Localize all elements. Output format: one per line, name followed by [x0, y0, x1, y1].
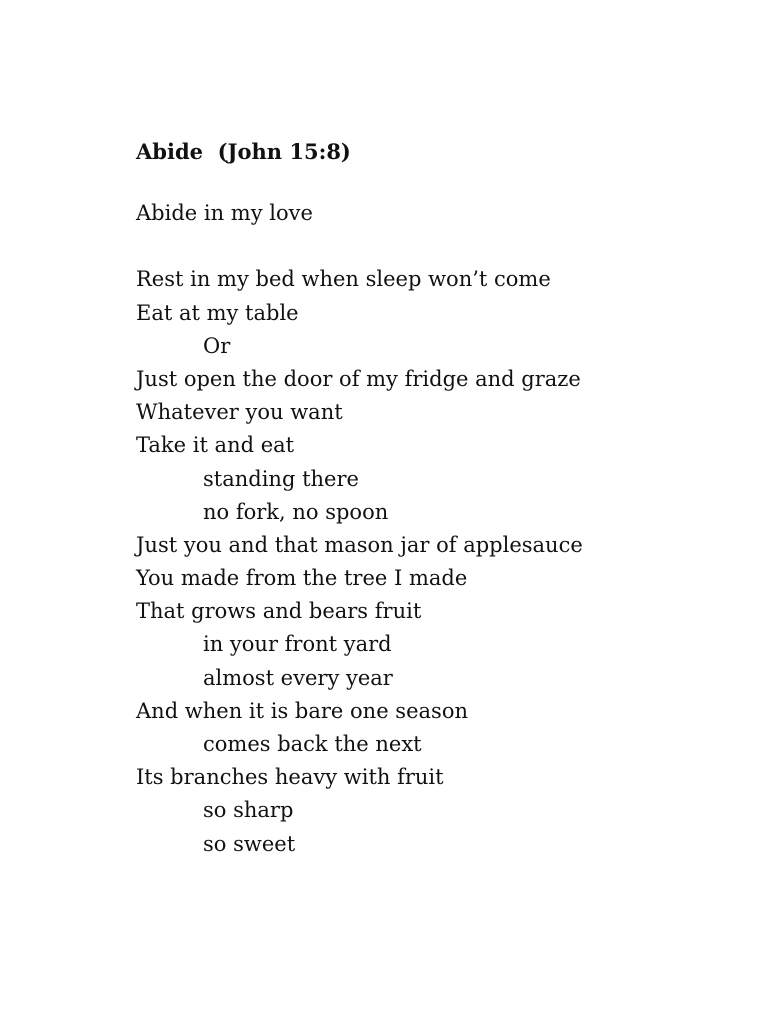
- poem-title: Abide (John 15:8): [136, 139, 351, 164]
- poem-line: Eat at my table: [136, 300, 299, 325]
- poem-line-indented: Or: [203, 333, 231, 358]
- poem-line: Rest in my bed when sleep won’t come: [136, 267, 551, 292]
- poem-line: Just you and that mason jar of applesauce: [136, 532, 583, 557]
- poem-body: [136, 136, 736, 861]
- poem-line: Just open the door of my fridge and graze: [136, 366, 581, 391]
- poem-line: You made from the tree I made: [136, 566, 468, 591]
- poem-line-indented: in your front yard: [203, 632, 392, 657]
- stanza-break: [136, 230, 736, 263]
- poem-line: Its branches heavy with fruit: [136, 765, 444, 790]
- poem-line-indented: standing there: [203, 466, 359, 491]
- poem-line-indented: so sharp: [203, 798, 294, 823]
- poem-line: That grows and bears fruit: [136, 599, 422, 624]
- poem-line: And when it is bare one season: [136, 698, 468, 723]
- poem-line: Take it and eat: [136, 433, 295, 458]
- poem-line: Whatever you want: [136, 400, 343, 425]
- poem-line-indented: no fork, no spoon: [203, 499, 389, 524]
- poem-line: Abide in my love: [136, 201, 313, 225]
- poem-line-indented: so sweet: [203, 831, 296, 856]
- poem-line-indented: comes back the next: [203, 732, 422, 756]
- poem-line-indented: almost every year: [203, 665, 393, 690]
